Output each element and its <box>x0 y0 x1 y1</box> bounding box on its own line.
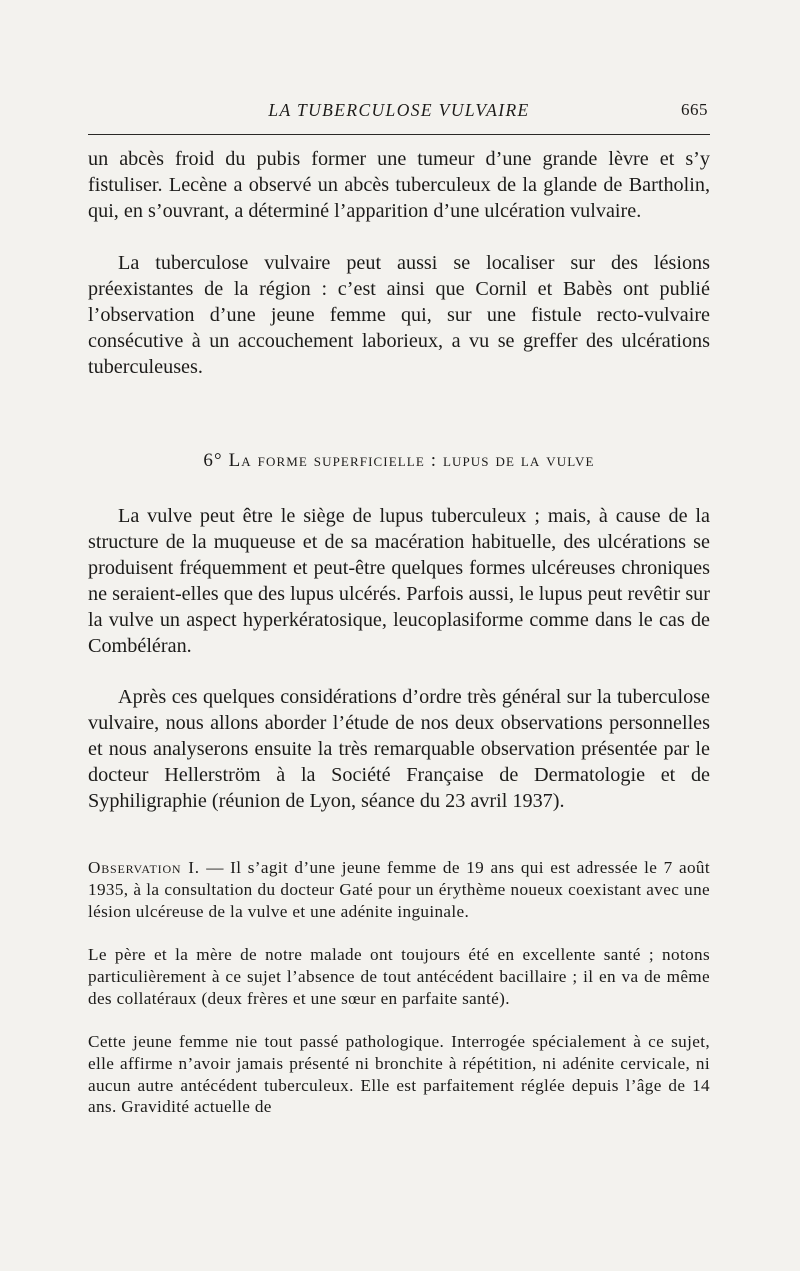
paragraph-continuation <box>88 146 710 224</box>
observation-dash: — <box>199 858 231 877</box>
page-header <box>88 98 710 128</box>
paragraph-1: un abcès froid du pubis former une tumeur d’une grande lèvre et s’y fistuliser. Lecène a observé un abcès tuberculeux de la glande de Bartholin, qui, en s’ouvrant, a déterminé l’apparition d’une ulcération vulvaire. <box>88 148 710 222</box>
section-number: 6° <box>203 450 223 471</box>
paragraph-2: La tuberculose vulvaire peut aussi se localiser sur des lésions préexistantes de la région : c’est ainsi que Cornil et Babès ont publié l’observation d’une jeune femme qui, sur une fistule recto-vulvaire consécutive à un accouchement laborieux, a vu se greffer des ulcérations tuberculeuses. <box>88 252 710 378</box>
observation-paragraph-1 <box>88 857 710 922</box>
page-number: 665 <box>681 100 708 119</box>
paragraph-lupus <box>88 503 710 659</box>
paragraph-3: La vulve peut être le siège de lupus tuberculeux ; mais, à cause de la structure de la muqueuse et de sa macération habituelle, des ulcérations se produisent fréquemment et peut-être quelques formes ulcéreuses chroniques ne seraient-elles que des lupus ulcérés. Parfois aussi, le lupus peut revêtir sur la vulve un aspect hyperkératosique, leucoplasiforme comme dans le cas de Combéléran. <box>88 505 710 657</box>
observation-text-1: Il s’agit d’une jeune femme de 19 ans qui est adressée le 7 août 1935, à la consultation du docteur Gaté pour un érythème noueux coexistant avec une lésion ulcéreuse de la vulve et une adénite inguinale. <box>88 858 710 921</box>
paragraph-4: Après ces quelques considérations d’ordre très général sur la tuberculose vulvaire, nous allons aborder l’étude de nos deux observations personnelles et nous analyserons ensuite la très remarquable observation présentée par le docteur Hellerström à la Société Française de Dermatologie et de Syphiligraphie (réunion de Lyon, séance du 23 avril 1937). <box>88 686 710 812</box>
paragraph-preexisting-lesions <box>88 250 710 380</box>
paragraph-observations-intro <box>88 684 710 814</box>
observation-paragraph-3 <box>88 1031 710 1118</box>
header-rule <box>88 134 710 135</box>
running-title: LA TUBERCULOSE VULVAIRE <box>268 100 530 120</box>
section-title: La forme superficielle : lupus de la vulve <box>228 450 595 471</box>
observation-text-3: Cette jeune femme nie tout passé pathologique. Interrogée spécialement à ce sujet, elle affirme n’avoir jamais présenté ni bronchite à répétition, ni adénite cervicale, ni aucun autre antécédent tuberculeux. Elle est parfaitement réglée depuis l’âge de 14 ans. Gravidité actuelle de <box>88 1032 710 1117</box>
observation-label: Observation I. <box>88 858 200 877</box>
section-heading <box>88 450 710 472</box>
observation-paragraph-2 <box>88 944 710 1009</box>
observation-text-2: Le père et la mère de notre malade ont toujours été en excellente santé ; notons particulièrement à ce sujet l’absence de tout antécédent bacillaire ; il en va de même des collatéraux (deux frères et une sœur en parfaite santé). <box>88 945 710 1008</box>
